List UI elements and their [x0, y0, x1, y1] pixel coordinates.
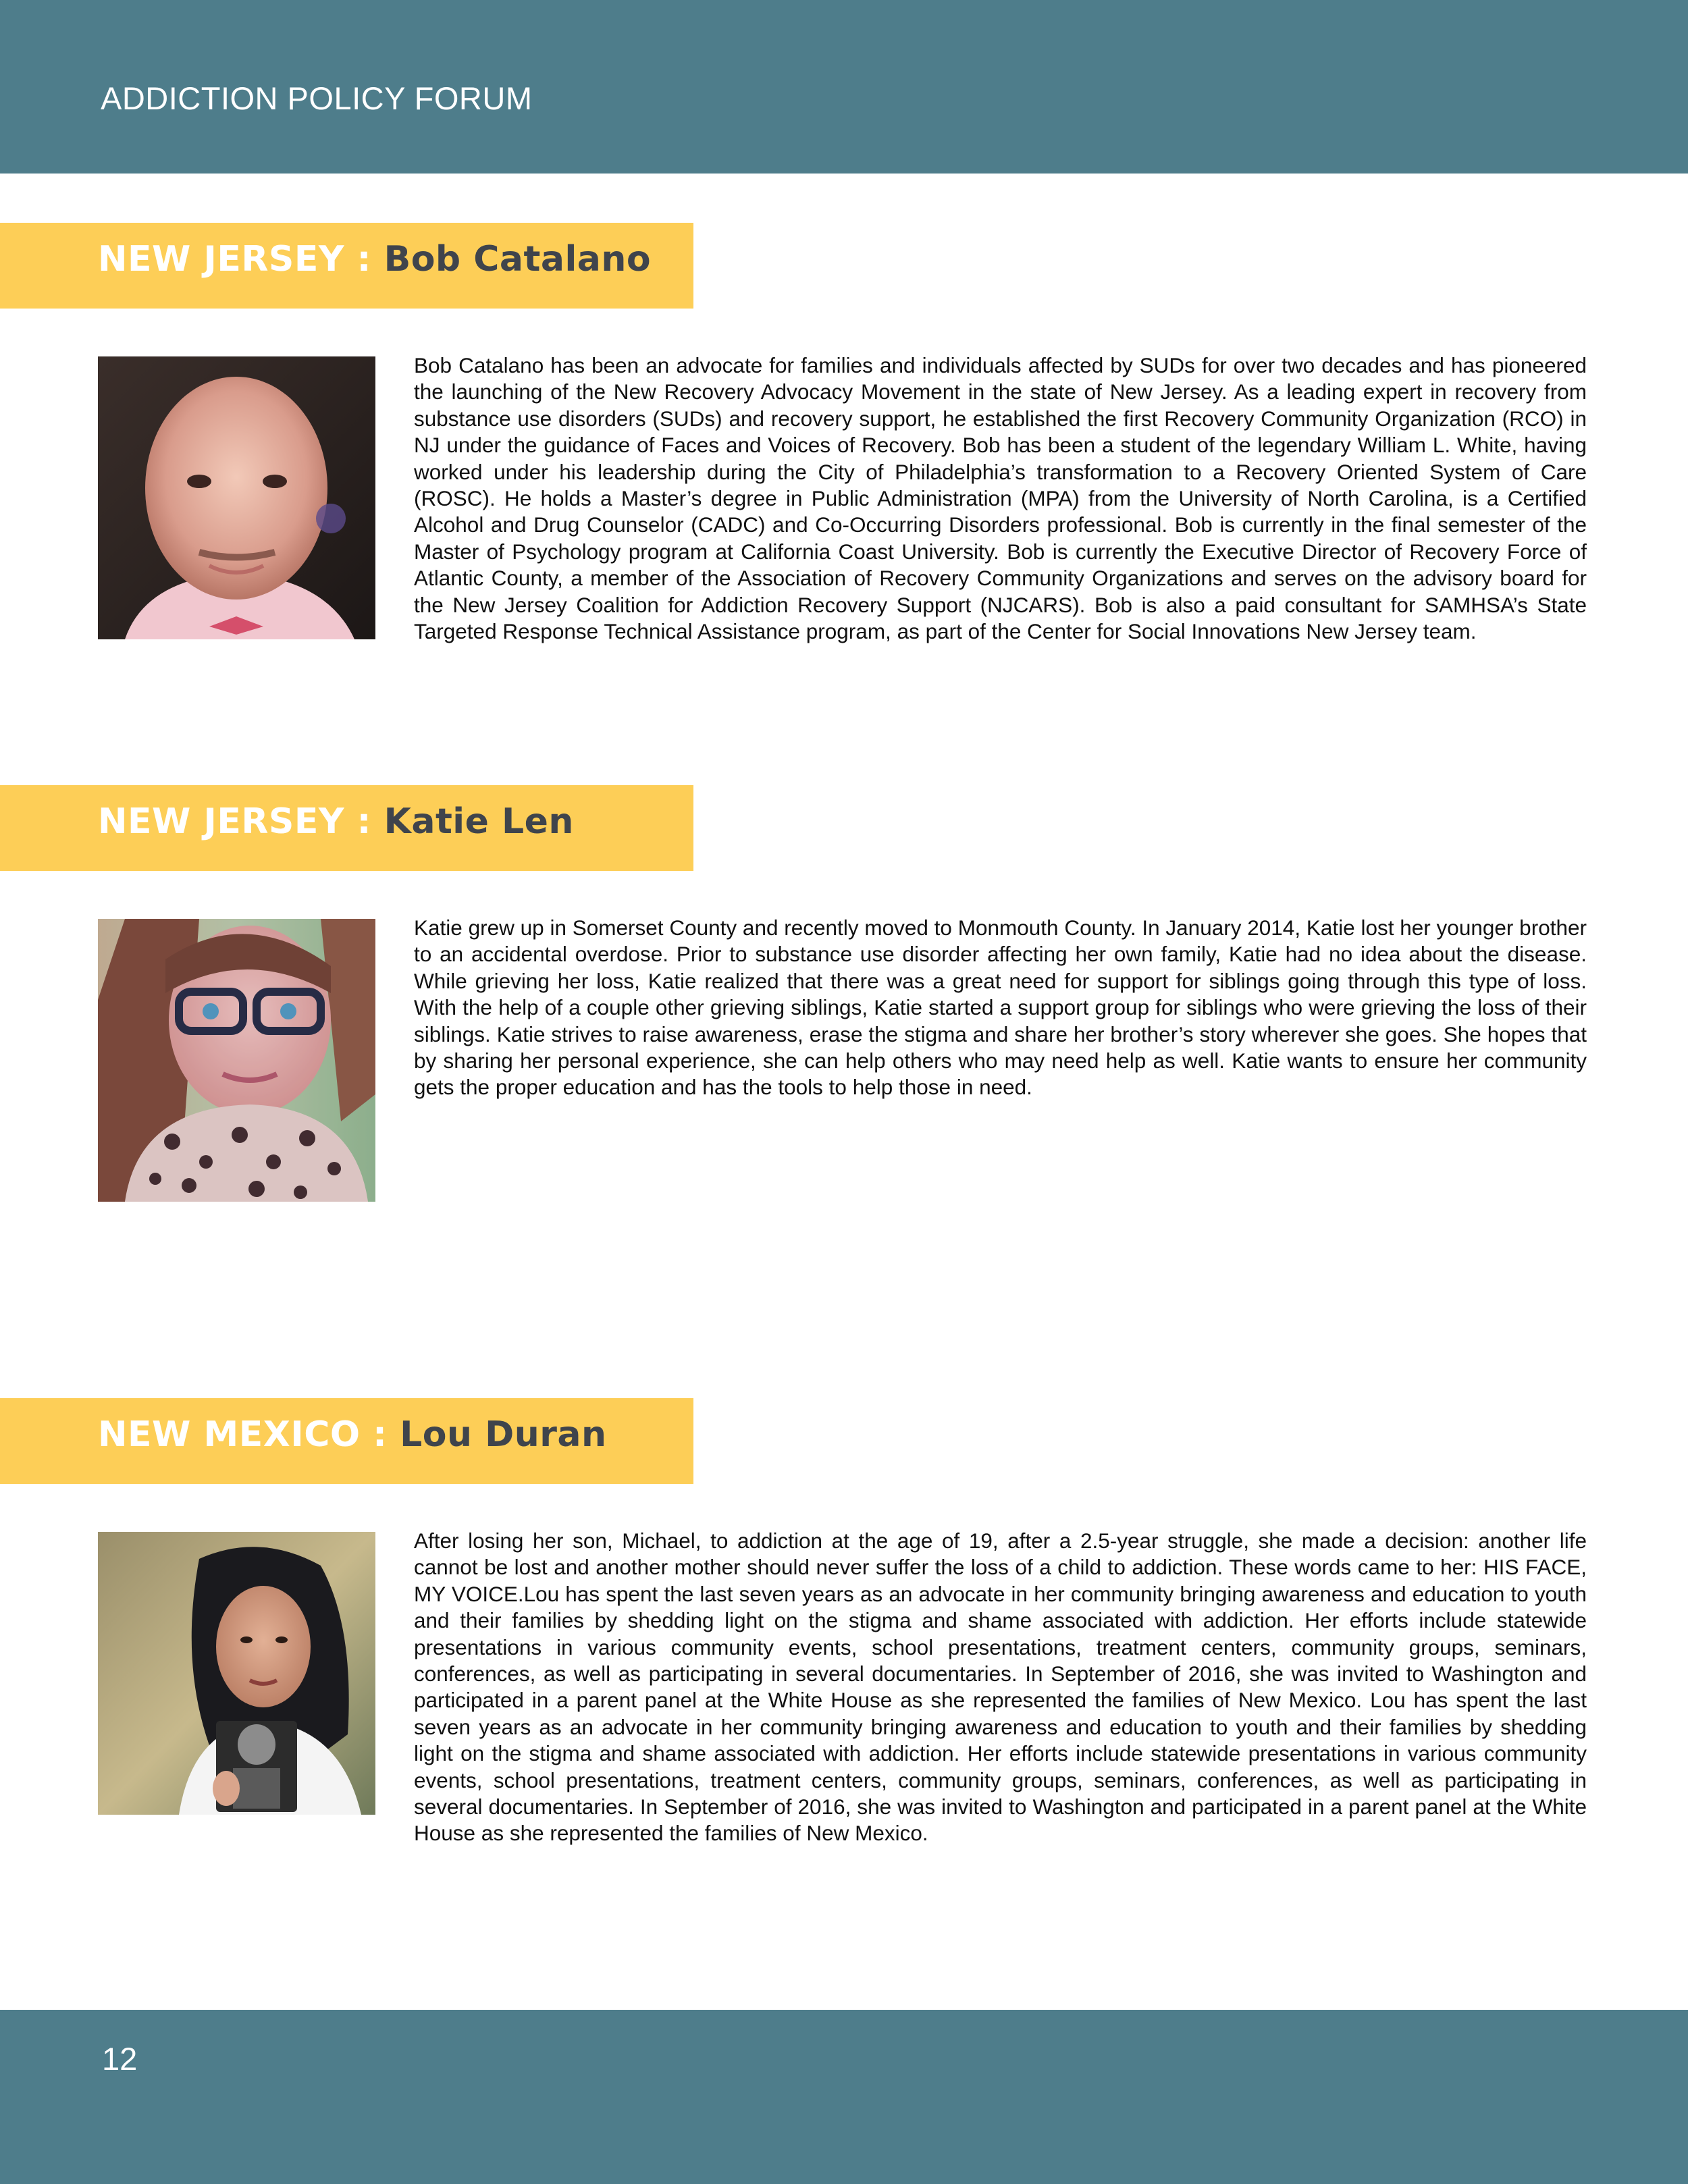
profile-photo-katie-len	[98, 919, 375, 1202]
profile-banner-lou-duran	[0, 1398, 693, 1484]
page-footer	[0, 2010, 1688, 2184]
profile-heading	[98, 801, 574, 842]
profile-bio: Bob Catalano has been an advocate for families and individuals affected by SUDs for over two decades and has pioneered the launching of the New Recovery Advocacy Movement in the state of New Jersey. As a leading expert in recovery from substance use disorders (SUDs) and recovery support, he established the first Recovery Community Organization (RCO) in NJ under the guidance of Faces and Voices of Recovery. Bob has been a student of the legendary William L. White, having worked under his leadership during the City of Philadelphia’s transformation to a Recovery Oriented System of Care (ROSC). He holds a Master’s degree in Public Administration (MPA) from the University of North Carolina, is a Certified Alcohol and Drug Counselor (CADC) and Co-Occurring Disorders professional. Bob is currently in the final semester of the Master of Psychology program at California Coast University. Bob is currently the Executive Director of Recovery Force of Atlantic County, a member of the Association of Recovery Community Organizations and serves on the advisory board for the New Jersey Coalition for Addiction Recovery Support (NJCARS). Bob is also a paid consultant for SAMHSA’s State Targeted Response Technical Assistance program, as part of the Center for Social Innovations New Jersey team.	[414, 353, 1587, 644]
profile-name: Lou Duran	[400, 1414, 607, 1455]
profile-photo-bob-catalano	[98, 356, 375, 639]
profile-name: Katie Len	[384, 801, 574, 842]
profile-heading	[98, 1414, 607, 1455]
profile-separator: :	[344, 801, 384, 842]
profile-separator: :	[360, 1414, 400, 1455]
profile-state: NEW JERSEY	[98, 801, 345, 842]
profile-separator: :	[344, 239, 384, 279]
publication-title: ADDICTION POLICY FORUM	[101, 80, 533, 116]
profile-state: NEW JERSEY	[98, 239, 345, 279]
profile-bio: Katie grew up in Somerset County and recently moved to Monmouth County. In January 2014, Katie lost her younger brother to an accidental overdose. Prior to substance use disorder affecting her own family, Katie had no idea about the disease. While grieving her loss, Katie realized that there was a great need for support for siblings going through this type of loss. With the help of a couple other grieving siblings, Katie started a support group for siblings who were grieving the loss of their siblings. Katie strives to raise awareness, erase the stigma and share her brother’s story wherever she goes. She hopes that by sharing her personal experience, she can help others who may need help as well. Katie wants to ensure her community gets the proper education and has the tools to help those in need.	[414, 915, 1587, 1100]
profile-photo-lou-duran	[98, 1532, 375, 1815]
page-header	[0, 0, 1688, 174]
profile-heading	[98, 239, 651, 279]
profile-banner-bob-catalano	[0, 223, 693, 309]
page-number: 12	[102, 2041, 138, 2077]
profile-bio: After losing her son, Michael, to addiction at the age of 19, after a 2.5-year struggle, she made a decision: another life cannot be lost and another mother should never suffer the loss of a child to addiction. These words came to her: HIS FACE, MY VOICE.Lou has spent the last seven years as an advocate in her community bringing awareness and education to youth and their families by shedding light on the stigma and shame associated with addiction. Her efforts include statewide presentations in various community events, school presentations, treatment centers, community groups, seminars, conferences, as well as participating in several documentaries. In September of 2016, she was invited to Washington and participated in a parent panel at the White House as she represented the families of New Mexico. Lou has spent the last seven years as an advocate in her community bringing awareness and education to youth and their families by shedding light on the stigma and shame associated with addiction. Her efforts include statewide presentations in various community events, school presentations, treatment centers, community groups, seminars, conferences, as well as participating in several documentaries. In September of 2016, she was invited to Washington and participated in a parent panel at the White House as she represented the families of New Mexico.	[414, 1528, 1587, 1846]
profile-banner-katie-len	[0, 785, 693, 871]
profile-state: NEW MEXICO	[98, 1414, 361, 1455]
profile-name: Bob Catalano	[384, 239, 652, 279]
